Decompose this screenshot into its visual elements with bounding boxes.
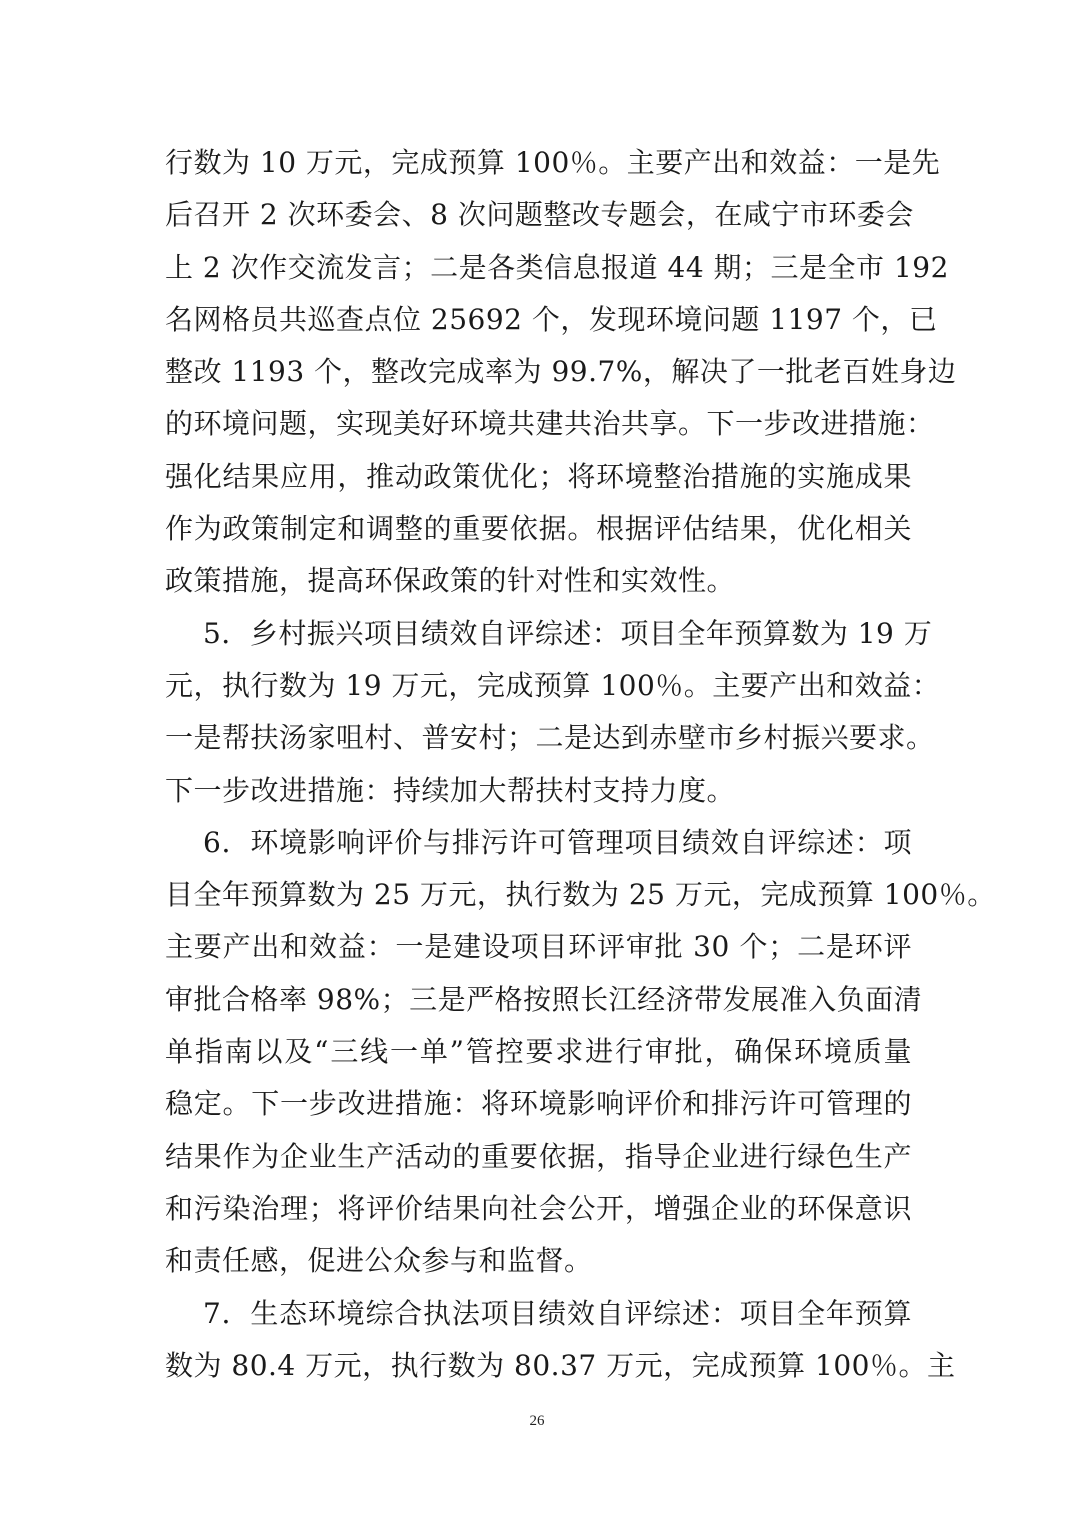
text-line: 审批合格率 98%；三是严格按照长江经济带发展准入负面清: [165, 982, 923, 1016]
text-line: 下一步改进措施：持续加大帮扶村支持力度。: [165, 773, 736, 807]
body-text: [165, 137, 996, 1392]
text-line: 强化结果应用，推动政策优化；将环境整治措施的实施成果: [165, 459, 912, 493]
text-line: 名网格员共巡查点位 25692 个，发现环境问题 1197 个，已: [165, 302, 938, 336]
text-line: 结果作为企业生产活动的重要依据，指导企业进行绿色生产: [165, 1139, 912, 1173]
text-line: 作为政策制定和调整的重要依据。根据评估结果，优化相关: [165, 512, 912, 546]
text-line: 上 2 次作交流发言；二是各类信息报道 44 期；三是全市 192: [165, 250, 949, 284]
text-line: 稳定。下一步改进措施：将环境影响评价和排污许可管理的: [165, 1087, 912, 1121]
text-line: 和责任感，促进公众参与和监督。: [165, 1244, 593, 1278]
text-line: 主要产出和效益：一是建设项目环评审批 30 个；二是环评: [165, 930, 912, 964]
page-number: 26: [529, 1413, 545, 1429]
text-line: 单指南以及“三线一单”管控要求进行审批，确保环境质量: [165, 1035, 912, 1069]
text-line: 的环境问题，实现美好环境共建共治共享。下一步改进措施：: [165, 407, 935, 441]
text-line: 元，执行数为 19 万元，完成预算 100％。主要产出和效益：: [165, 668, 941, 702]
text-line: 后召开 2 次环委会、8 次问题整改专题会，在咸宁市环委会: [165, 198, 914, 232]
text-line: 行数为 10 万元，完成预算 100％。主要产出和效益：一是先: [165, 146, 941, 179]
text-line: 整改 1193 个，整改完成率为 99.7%，解决了一批老百姓身边: [165, 355, 957, 389]
paragraph-5-heading-line: 5．乡村振兴项目绩效自评综述：项目全年预算数为 19 万: [203, 616, 933, 650]
text-line: 和污染治理；将评价结果向社会公开，增强企业的环保意识: [165, 1191, 912, 1225]
text-line: 政策措施，提高环保政策的针对性和实效性。: [165, 564, 736, 598]
paragraph-6-heading-line: 6．环境影响评价与排污许可管理项目绩效自评综述：项: [203, 825, 912, 859]
text-line: 目全年预算数为 25 万元，执行数为 25 万元，完成预算 100％。: [165, 878, 996, 912]
text-line: 数为 80.4 万元，执行数为 80.37 万元，完成预算 100％。主: [165, 1348, 956, 1382]
paragraph-7-heading-line: 7．生态环境综合执法项目绩效自评综述：项目全年预算: [203, 1296, 912, 1330]
text-line: 一是帮扶汤家咀村、普安村；二是达到赤壁市乡村振兴要求。: [165, 721, 935, 755]
